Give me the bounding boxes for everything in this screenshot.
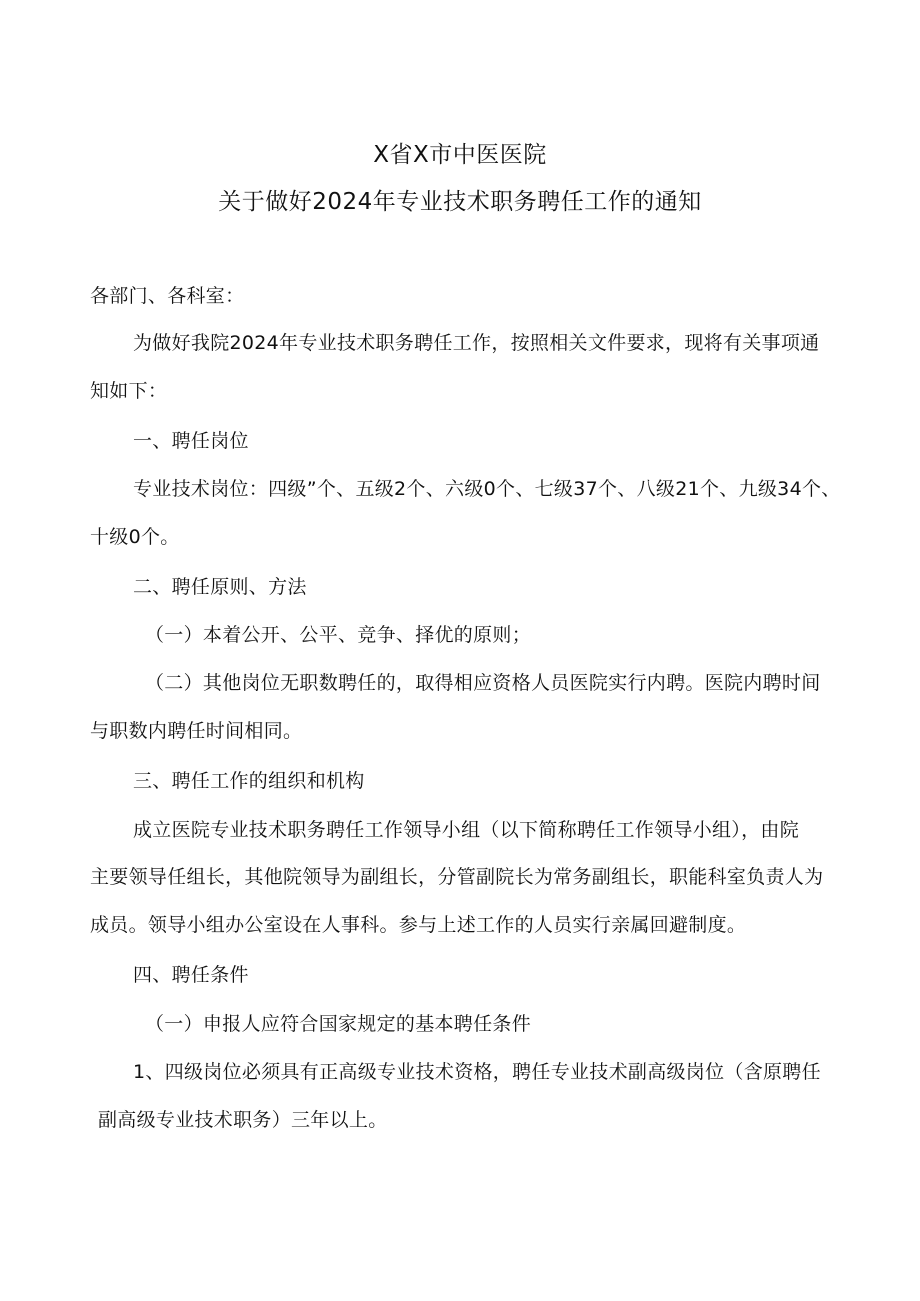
section3-paragraph-line1: 成立医院专业技术职务聘任工作领导小组（以下简称聘任工作领导小组），由院 [133, 819, 800, 841]
section1-heading: 一、聘任岗位 [133, 430, 249, 452]
section4-heading: 四、聘任条件 [133, 964, 249, 986]
intro-paragraph-line1: 为做好我院2024年专业技术职务聘任工作，按照相关文件要求，现将有关事项通 [133, 332, 820, 354]
section4-subheading1: （一）申报人应符合国家规定的基本聘任条件 [145, 1013, 532, 1035]
section1-paragraph-line1: 专业技术岗位：四级”个、五级2个、六级0个、七级37个、八级21个、九级34个、 [133, 478, 841, 500]
document-title-line1: X省X市中医医院 [373, 142, 547, 168]
section2-item1: （一）本着公开、公平、竞争、择优的原则； [145, 624, 532, 646]
section4-item1-line1: 1、四级岗位必须具有正高级专业技术资格，聘任专业技术副高级岗位（含原聘任 [133, 1061, 821, 1083]
document-title-line2: 关于做好2024年专业技术职务聘任工作的通知 [218, 189, 702, 215]
section1-paragraph-line2: 十级0个。 [90, 526, 180, 548]
section3-heading: 三、聘任工作的组织和机构 [133, 770, 365, 792]
section2-item2-line2: 与职数内聘任时间相同。 [90, 720, 303, 742]
salutation: 各部门、各科室： [90, 285, 245, 307]
intro-paragraph-line2: 知如下： [90, 380, 168, 402]
section2-item2-line1: （二）其他岗位无职数聘任的，取得相应资格人员医院实行内聘。医院内聘时间 [145, 672, 821, 694]
section3-paragraph-line2: 主要领导任组长，其他院领导为副组长，分管副院长为常务副组长，职能科室负责人为 [90, 866, 824, 888]
section2-heading: 二、聘任原则、方法 [133, 576, 307, 598]
section3-paragraph-line3: 成员。领导小组办公室设在人事科。参与上述工作的人员实行亲属回避制度。 [90, 914, 747, 936]
section4-item1-line2: 副高级专业技术职务）三年以上。 [98, 1109, 388, 1131]
